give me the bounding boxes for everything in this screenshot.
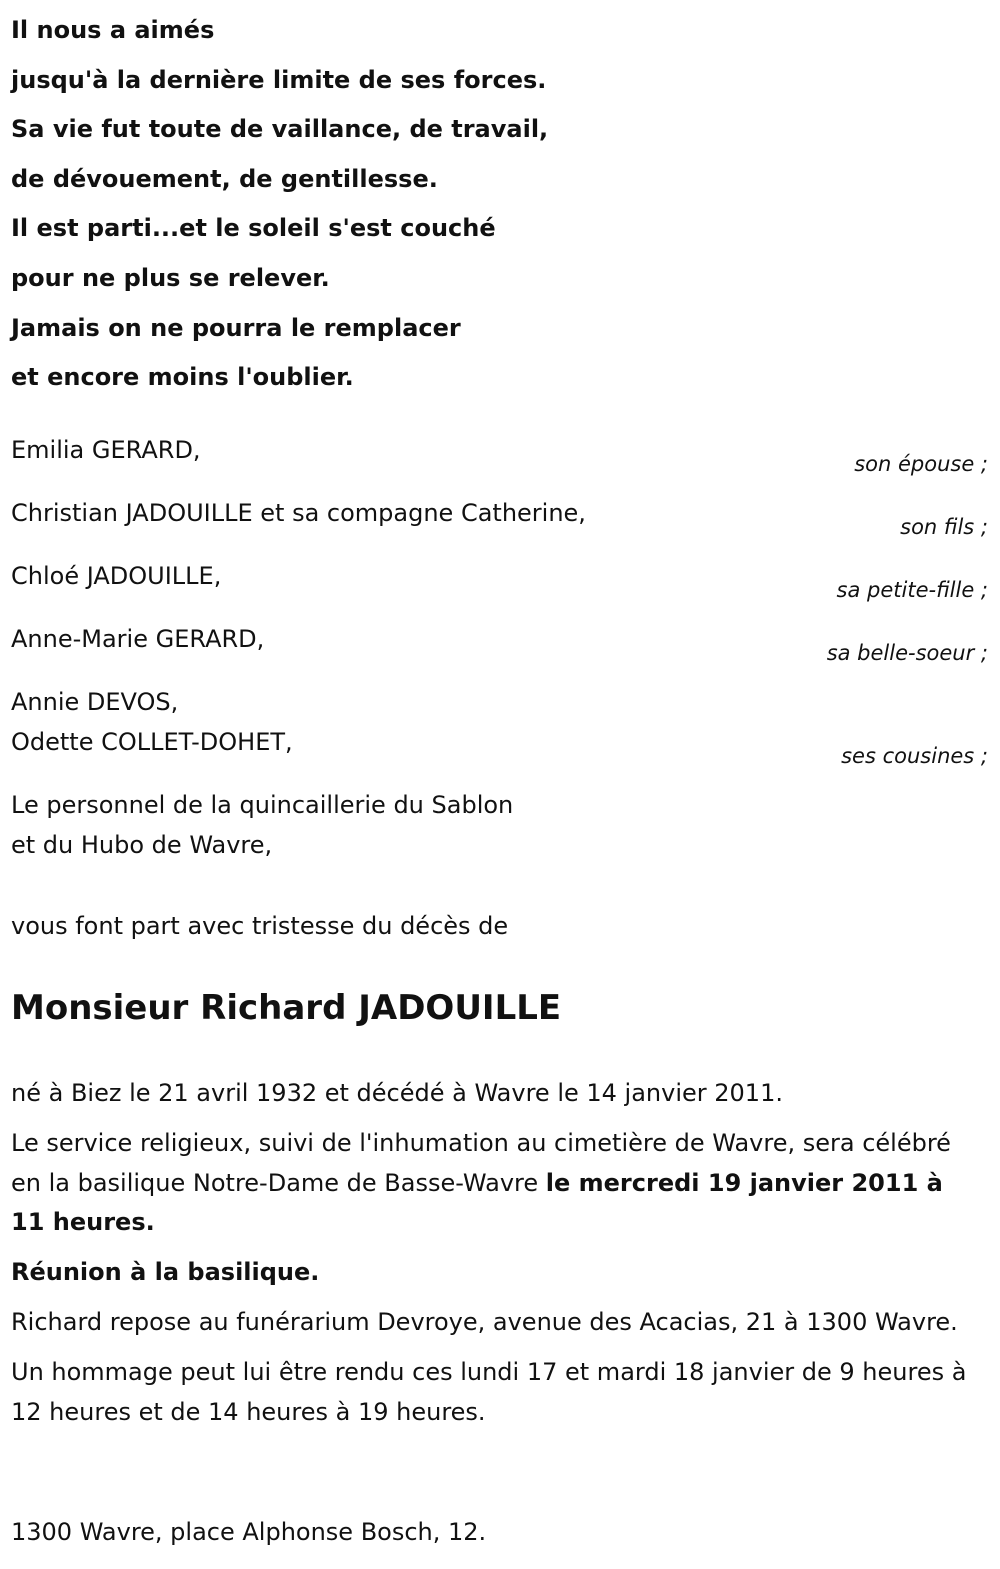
poem-line: de dévouement, de gentillesse.	[11, 164, 438, 193]
poem	[11, 6, 971, 403]
service-info	[11, 1124, 971, 1243]
announcement: vous font part avec tristesse du décès de	[11, 912, 509, 940]
mourner-entry	[11, 430, 990, 493]
service-text: Le service religieux, suivi de l'inhumation au cimetière de Wavre, sera célébré en la basilique Notre-Dame de Basse-Wavre	[11, 1129, 951, 1197]
mourner-relation: son épouse ;	[854, 452, 988, 476]
mourner-entry	[11, 682, 990, 785]
mourner-name: et du Hubo de Wavre,	[11, 831, 273, 859]
mourner-entry	[11, 556, 990, 619]
poem-line: jusqu'à la dernière limite de ses forces.	[11, 65, 547, 94]
tribute-info: Un hommage peut lui être rendu ces lundi 17 et mardi 18 janvier de 9 heures à 12 heures et de 14 heures à 19 heures.	[11, 1358, 967, 1426]
deceased-name: Monsieur Richard JADOUILLE	[11, 988, 562, 1028]
mourner-name: Anne-Marie GERARD,	[11, 625, 265, 653]
mourner-relation: ses cousines ;	[841, 744, 988, 768]
mourner-relation: sa belle-soeur ;	[826, 641, 988, 665]
mourner-name: Christian JADOUILLE et sa compagne Catherine,	[11, 499, 586, 527]
meeting-info: Réunion à la basilique.	[11, 1258, 320, 1286]
birth-death-dates: né à Biez le 21 avril 1932 et décédé à Wavre le 14 janvier 2011.	[11, 1079, 783, 1107]
family-address: 1300 Wavre, place Alphonse Bosch, 12.	[11, 1518, 487, 1546]
poem-line: Il est parti...et le soleil s'est couché	[11, 214, 496, 243]
mourner-relation: son fils ;	[900, 515, 988, 539]
mourner-entry	[11, 493, 990, 556]
funerarium-info: Richard repose au funérarium Devroye, avenue des Acacias, 21 à 1300 Wavre.	[11, 1308, 958, 1336]
mourner-entry	[11, 619, 990, 682]
mourner-name: Emilia GERARD,	[11, 436, 201, 464]
poem-line: Jamais on ne pourra le remplacer	[11, 313, 461, 342]
poem-line: Sa vie fut toute de vaillance, de travail,	[11, 115, 549, 144]
mourner-name: Annie DEVOS,	[11, 688, 179, 716]
mourner-name: Odette COLLET-DOHET,	[11, 728, 293, 756]
mourner-name: Chloé JADOUILLE,	[11, 562, 222, 590]
poem-line: Il nous a aimés	[11, 16, 215, 44]
funeral-details	[11, 1074, 971, 1443]
mourner-entry	[11, 785, 990, 865]
poem-line: pour ne plus se relever.	[11, 263, 330, 292]
mourner-relation: sa petite-fille ;	[836, 578, 988, 602]
mourner-name: Le personnel de la quincaillerie du Sablon	[11, 791, 514, 819]
poem-line: et encore moins l'oublier.	[11, 363, 354, 392]
service-date: le mercredi 19 janvier 2011 à 11 heures.	[11, 1168, 943, 1236]
mourners-list	[11, 430, 990, 865]
